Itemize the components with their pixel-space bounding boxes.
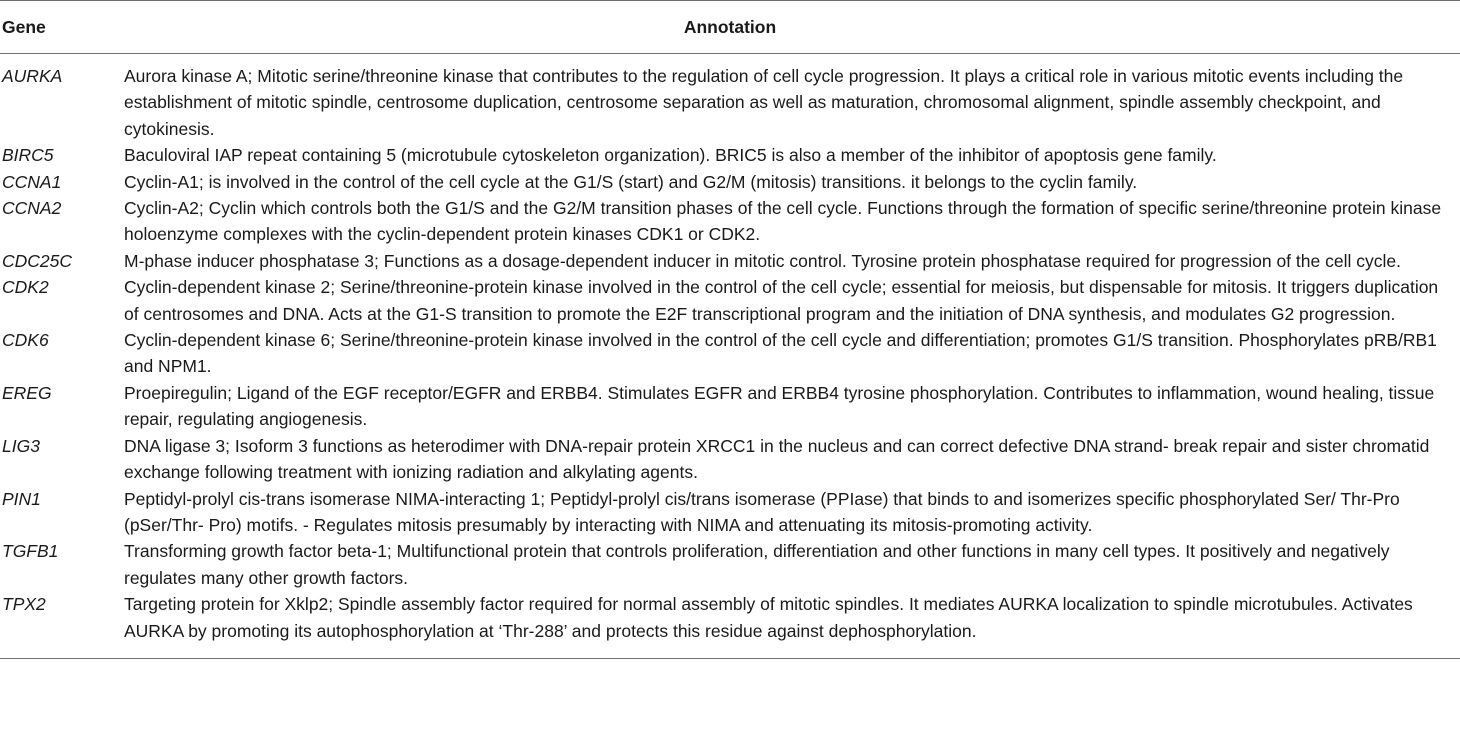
annotation-column-header: Annotation (124, 1, 1460, 54)
gene-cell: CDK6 (2, 330, 49, 351)
annotation-cell: Cyclin-A2; Cyclin which controls both the G1/S and the G2/M transition phases of the cell cycle. Functions through the formation of specific serine/threonine protein kinase holoenzyme complexes with the cyclin-dependent protein kinases CDK1 or CDK2. (124, 198, 1442, 245)
gene-cell: CCNA1 (2, 171, 62, 192)
annotation-cell: Cyclin-A1; is involved in the control of the cell cycle at the G1/S (start) and G2/M (mitosis) transitions. it belongs to the cyclin family. (124, 171, 1138, 192)
annotation-cell: Cyclin-dependent kinase 6; Serine/threonine-protein kinase involved in the control of the cell cycle and differentiation; promotes G1/S transition. Phosphorylates pRB/RB1 and NPM1. (124, 330, 1437, 377)
gene-cell: CDC25C (2, 250, 73, 271)
table-row (0, 195, 1460, 248)
header-row (0, 1, 1460, 54)
gene-column-header: Gene (0, 1, 124, 54)
annotation-cell: DNA ligase 3; Isoform 3 functions as heterodimer with DNA-repair protein XRCC1 in the nucleus and can correct defective DNA strand- break repair and sister chromatid exchange following treatment with ionizing radiation and alkylating agents. (124, 435, 1430, 483)
annotation-cell: M-phase inducer phosphatase 3; Functions as a dosage-dependent inducer in mitotic control. Tyrosine protein phosphatase required for progression of the cell cycle. (124, 250, 1401, 271)
table-row (0, 327, 1460, 380)
annotation-cell: Baculoviral IAP repeat containing 5 (microtubule cytoskeleton organization). BRIC5 is also a member of the inhibitor of apoptosis gene family. (124, 145, 1217, 166)
gene-cell: TPX2 (0, 591, 124, 658)
annotation-cell: Peptidyl-prolyl cis-trans isomerase NIMA-interacting 1; Peptidyl-prolyl cis/trans isomerase (PPIase) that binds to and isomerizes specific phosphorylated Ser/ Thr-Pro (pSer/Thr- Pro) motifs. - Regulates mitosis presumably by interacting with NIMA and attenuating its mitosis-promoting activity. (124, 488, 1400, 535)
annotation-cell: Transforming growth factor beta-1; Multifunctional protein that controls proliferation, differentiation and other functions in many cell types. It positively and negatively regulates many other growth factors. (124, 541, 1390, 588)
gene-cell: TGFB1 (2, 541, 59, 562)
table-row (0, 380, 1460, 433)
table-row (0, 591, 1460, 658)
annotation-cell: Targeting protein for Xklp2; Spindle assembly factor required for normal assembly of mitotic spindles. It mediates AURKA localization to spindle microtubules. Activates AURKA by promoting its autophosphorylation at ‘Thr-288’ and protects this residue against dephosphorylation. (124, 591, 1460, 658)
table-row (0, 433, 1460, 486)
annotation-cell: Aurora kinase A; Mitotic serine/threonine kinase that contributes to the regulation of cell cycle progression. It plays a critical role in various mitotic events including the establishment of mitotic spindle, centrosome duplication, centrosome separation as well as maturation, chromosomal alignment, spindle assembly checkpoint, and cytokinesis. (124, 66, 1404, 139)
gene-cell: EREG (2, 382, 52, 403)
annotation-cell: Proepiregulin; Ligand of the EGF receptor/EGFR and ERBB4. Stimulates EGFR and ERBB4 tyrosine phosphorylation. Contributes to inflammation, wound healing, tissue repair, regulating angiogenesis. (124, 382, 1435, 430)
gene-cell: BIRC5 (2, 145, 54, 166)
table-row (0, 486, 1460, 539)
gene-cell: AURKA (2, 66, 63, 86)
gene-cell: LIG3 (2, 435, 40, 456)
table-header (0, 1, 1460, 54)
gene-cell: CDK2 (2, 277, 49, 298)
table-body (0, 54, 1460, 659)
gene-cell: PIN1 (2, 488, 41, 509)
gene-cell: CCNA2 (2, 198, 62, 219)
table-row (0, 538, 1460, 591)
annotation-cell: Cyclin-dependent kinase 2; Serine/threonine-protein kinase involved in the control of the cell cycle; essential for meiosis, but dispensable for mitosis. It triggers duplication of centrosomes and DNA. Acts at the G1-S transition to promote the E2F transcriptional program and the initiation of DNA synthesis, and modulates G2 progression. (124, 277, 1439, 324)
table-row (0, 142, 1460, 168)
table-row (0, 54, 1460, 143)
table-row (0, 169, 1460, 195)
table-row (0, 274, 1460, 327)
table-row (0, 248, 1460, 274)
